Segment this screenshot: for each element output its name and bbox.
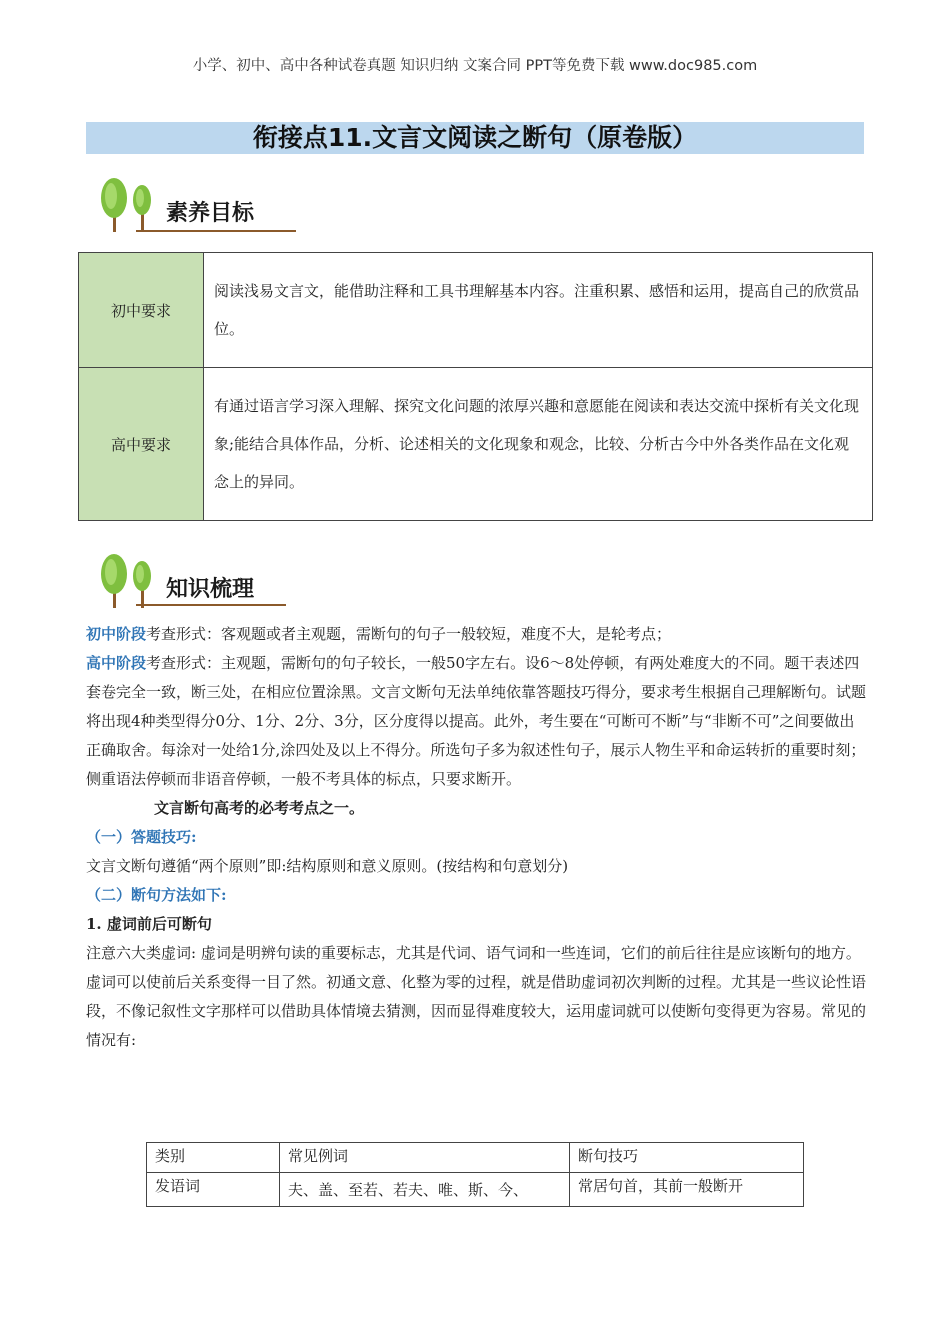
function-words-paragraph: 注意六大类虚词: 虚词是明辨句读的重要标志，尤其是代词、语气词和一些连词，它们的前后往往是应该断句的地方。虚词可以使前后关系变得一目了然。初通文意、化整为零的过程，就是借助虚词初次判断的过程。尤其是一些议论性语段，不像记叙性文字那样可以借助具体情境去猜测，因而显得难度较大，运用虚词就可以使断句变得更为容易。常见的情况有:: [86, 944, 867, 1049]
junior-text: 考查形式：客观题或者主观题，需断句的句子一般较短，难度不大，是轮考点；: [146, 625, 672, 643]
section-heading-goals: [96, 176, 306, 236]
requirement-value: 阅读浅易文言文，能借助注释和工具书理解基本内容。注重积累、感悟和运用，提高自己的欣赏品位。: [204, 253, 873, 368]
table-cell: 发语词: [147, 1173, 280, 1207]
requirements-table: [78, 252, 873, 521]
table-header-cell: 断句技巧: [570, 1143, 804, 1173]
principle-paragraph: 文言文断句遵循“两个原则”即:结构原则和意义原则。(按结构和句意划分): [86, 857, 569, 875]
table-row: [79, 253, 873, 368]
table-cell: 常居句首，其前一般断开: [570, 1173, 804, 1207]
table-header-cell: 常见例词: [280, 1143, 570, 1173]
junior-paragraph: [86, 620, 866, 649]
table-header-cell: 类别: [147, 1143, 280, 1173]
table-row: [79, 368, 873, 521]
section-label: 素养目标: [166, 201, 255, 226]
tree-icon: [96, 176, 166, 236]
function-words-table: [146, 1142, 804, 1207]
page-title: 衔接点11.文言文阅读之断句（原卷版）: [252, 123, 698, 152]
page-header: 小学、初中、高中各种试卷真题 知识归纳 文案合同 PPT等免费下载 www.doc985.com: [192, 58, 758, 74]
subheading-methods: （二）断句方法如下:: [86, 886, 227, 904]
section-underline: [136, 604, 286, 606]
table-cell: 夫、盖、至若、若夫、唯、斯、今、: [280, 1173, 570, 1207]
requirement-key: 初中要求: [79, 253, 204, 368]
knowledge-body: [86, 620, 866, 1055]
senior-label: 高中阶段: [86, 654, 147, 672]
table-row: [147, 1173, 804, 1207]
subheading-skills: （一）答题技巧:: [86, 828, 197, 846]
junior-label: 初中阶段: [86, 625, 147, 643]
method-heading: 1. 虚词前后可断句: [86, 915, 212, 933]
senior-paragraph: [86, 649, 866, 794]
senior-text: 考查形式：主观题，需断句的句子较长，一般50字左右。设6～8处停顿，有两处难度大的不同。题干表述四套卷完全一致，断三处，在相应位置涂黑。文言文断句无法单纯依靠答题技巧得分，要求考生根据自己理解断句。试题将出现4种类型得分0分、1分、2分、3分，区分度得以提高。此外，考生要在“可断可不断”与“非断不可”之间要做出正确取舍。每涂对一处给1分,涂四处及以上不得分。所选句子多为叙述性句子，展示人物生平和命运转折的重要时刻；侧重语法停顿而非语音停顿，一般不考具体的标点，只要求断开。: [86, 654, 867, 788]
requirement-key: 高中要求: [79, 368, 204, 521]
section-heading-knowledge: [96, 552, 306, 612]
tree-icon: [96, 552, 166, 612]
table-row: [147, 1143, 804, 1173]
requirement-value: 有通过语言学习深入理解、探究文化问题的浓厚兴趣和意愿能在阅读和表达交流中探析有关文化现象;能结合具体作品，分析、论述相关的文化现象和观念，比较、分析古今中外各类作品在文化观念上的异同。: [204, 368, 873, 521]
section-label: 知识梳理: [166, 577, 255, 602]
emphasis-line: 文言断句高考的必考考点之一。: [154, 799, 365, 817]
section-underline: [136, 230, 296, 232]
